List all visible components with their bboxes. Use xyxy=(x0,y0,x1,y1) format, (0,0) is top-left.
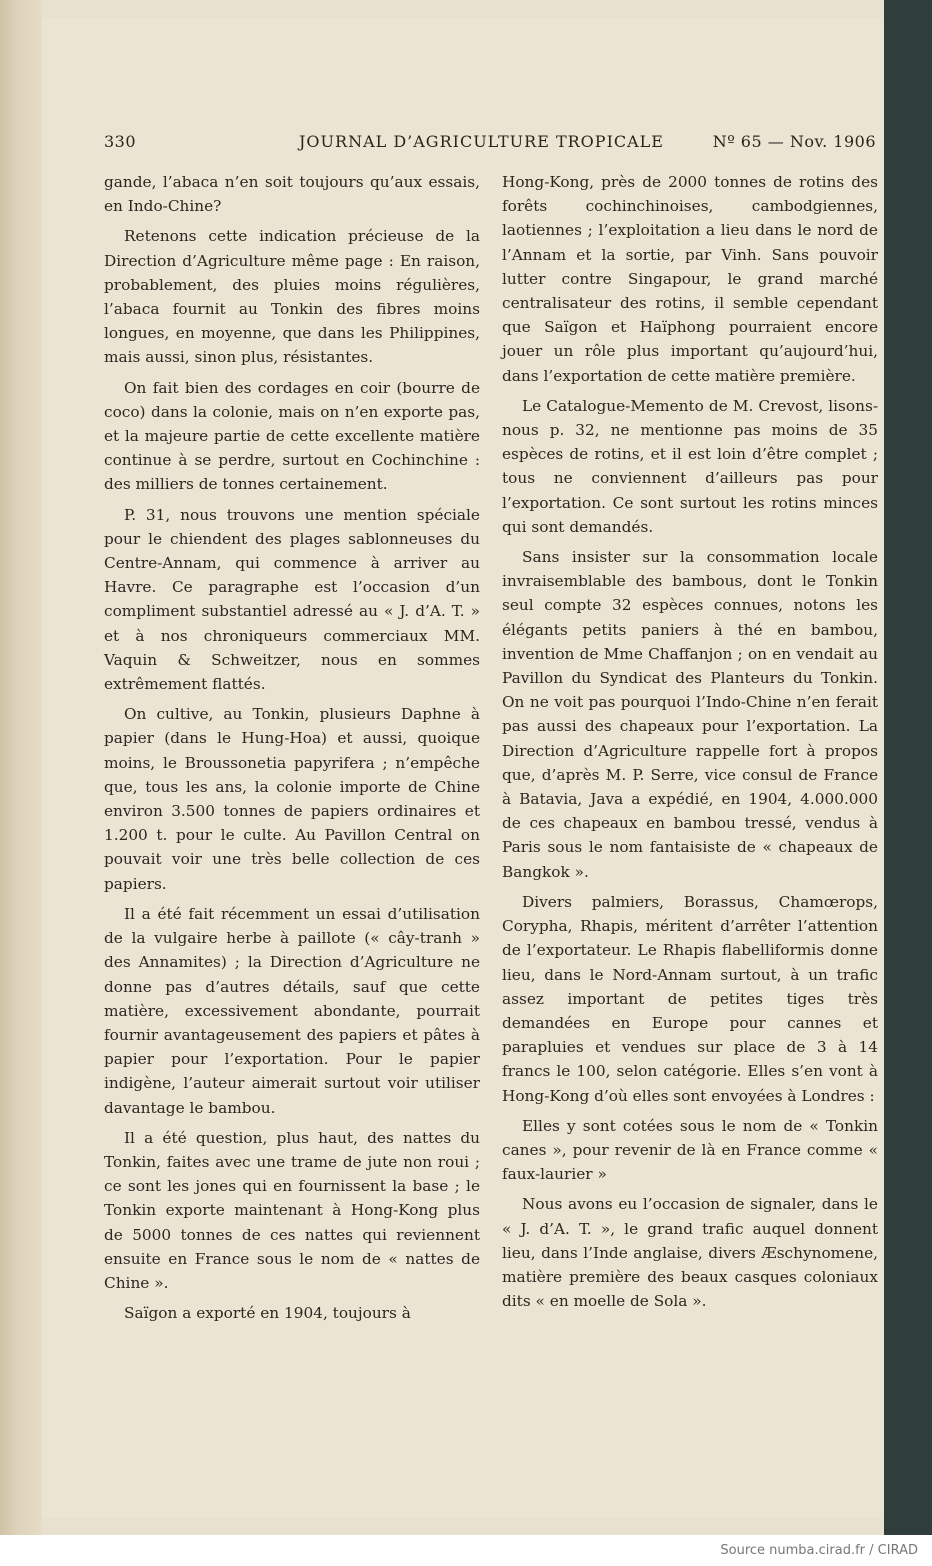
paragraph: Il a été question, plus haut, des nattes du Tonkin, faites avec une trame de jute non roui ; ce sont les jones qui en fournissent la base ; le Tonkin exporte maintenant à Hong-Kong plus de 5000 tonnes de ces nattes qui reviennent ensuite en France sous le nom de « nattes de Chine ». xyxy=(104,1128,480,1292)
paragraph: On cultive, au Tonkin, plusieurs Daphne à papier (dans le Hung-Hoa) et aussi, quoique moins, le Broussonetia papyrifera ; n’empêche que, tous les ans, la colonie importe de Chine environ 3.500 tonnes de papiers ordinaires et 1.200 t. pour le culte. Au Pavillon Central on pouvait voir une très belle collection de ces papiers. xyxy=(104,705,480,893)
paragraph: Sans insister sur la consommation locale invraisemblable des bambous, dont le Tonkin seul compte 32 espèces connues, notons les élégants petits paniers à thé en bambou, invention de Mme Chaffanjon ; on en vendait au Pavillon du Syndicat des Planteurs du Tonkin. On ne voit pas pourquoi l’Indo-Chine n’en ferait pas aussi des chapeaux pour l’exportation. La Direction d’Agriculture rappelle fort à propos que, d’après M. P. Serre, vice consul de France à Batavia, Java a expédié, en 1904, 4.000.000 de ces chapeaux en bambou tressé, vendus à Paris sous le nom fantaisiste de « chapeaux de Bangkok ». xyxy=(502,548,878,881)
paragraph: On fait bien des cordages en coir (bourre de coco) dans la colonie, mais on n’en exporte pas, et la majeure partie de cette excellente matière continue à se perdre, surtout en Cochinchine : des milliers de tonnes certainement. xyxy=(104,378,480,494)
paragraph: Il a été fait récemment un essai d’utilisation de la vulgaire herbe à paillote (« cây-tranh » des Annamites) ; la Direction d’Agriculture ne donne pas d’autres détails, sauf que cette matière, excessivement abondante, pourrait fournir avantageusement des papiers et pâtes à papier pour l’exportation. Pour le papier indigène, l’auteur aimerait surtout voir utiliser davantage le bambou. xyxy=(104,904,480,1117)
paragraph: gande, l’abaca n’en soit toujours qu’aux essais, en Indo-Chine? xyxy=(104,173,480,216)
right-column xyxy=(502,170,878,1319)
left-column xyxy=(104,170,480,1331)
paragraph: Le Catalogue-Memento de M. Crevost, lisons-nous p. 32, ne mentionne pas moins de 35 espèces de rotins, et il est loin d’être complet ; tous ne conviennent d’ailleurs pas pour l’exportation. Ce sont surtout les rotins minces qui sont demandés. xyxy=(502,396,878,536)
running-header xyxy=(104,132,876,154)
book-binding-edge xyxy=(0,0,42,1535)
page-number: 330 xyxy=(104,132,137,151)
viewer-footer xyxy=(0,1535,932,1566)
paragraph: Saïgon a exporté en 1904, toujours à xyxy=(124,1304,411,1323)
paragraph: Elles y sont cotées sous le nom de « Tonkin canes », pour revenir de là en France comme « faux-laurier » xyxy=(502,1116,878,1184)
paragraph: Hong-Kong, près de 2000 tonnes de rotins des forêts cochinchinoises, cambodgiennes, laotiennes ; l’exploitation a lieu dans le nord de l’Annam et la sortie, par Vinh. Sans pouvoir lutter contre Singapour, le grand marché centralisateur des rotins, il semble cependant que Saïgon et Haïphong pourraient encore jouer un rôle plus important qu’aujourd’hui, dans l’exportation de cette matière première. xyxy=(502,173,878,385)
source-credit: Source numba.cirad.fr / CIRAD xyxy=(720,1543,918,1558)
paragraph: P. 31, nous trouvons une mention spéciale pour le chiendent des plages sablonneuses du Centre-Annam, qui commence à arriver au Havre. Ce paragraphe est l’occasion d’un compliment substantiel adressé au « J. d’A. T. » et à nos chroniqueurs commerciaux MM. Vaquin & Schweitzer, nous en sommes extrêmement flattés. xyxy=(104,505,480,694)
book-cover-strip xyxy=(884,0,932,1535)
paragraph: Retenons cette indication précieuse de la Direction d’Agriculture même page : En raison, probablement, des pluies moins régulières, l’abaca fournit au Tonkin des fibres moins longues, en moyenne, que dans les Philippines, mais aussi, sinon plus, résistantes. xyxy=(104,227,480,367)
journal-title: JOURNAL D’AGRICULTURE TROPICALE xyxy=(299,132,664,151)
paragraph: Nous avons eu l’occasion de signaler, dans le « J. d’A. T. », le grand trafic auquel donnent lieu, dans l’Inde anglaise, divers Æschynomene, matière première des beaux casques coloniaux dits « en moelle de Sola ». xyxy=(502,1195,878,1311)
paragraph: Divers palmiers, Borassus, Chamœrops, Corypha, Rhapis, méritent d’arrêter l’attention de l’exportateur. Le Rhapis flabelliformis donne lieu, dans le Nord-Annam surtout, à un trafic assez important de petites tiges très demandées en Europe pour cannes et parapluies et vendues sur place de 3 à 14 francs le 100, selon catégorie. Elles s’en vont à Hong-Kong d’où elles sont envoyées à Londres : xyxy=(502,892,878,1105)
issue-info: Nº 65 — Nov. 1906 xyxy=(712,132,876,151)
